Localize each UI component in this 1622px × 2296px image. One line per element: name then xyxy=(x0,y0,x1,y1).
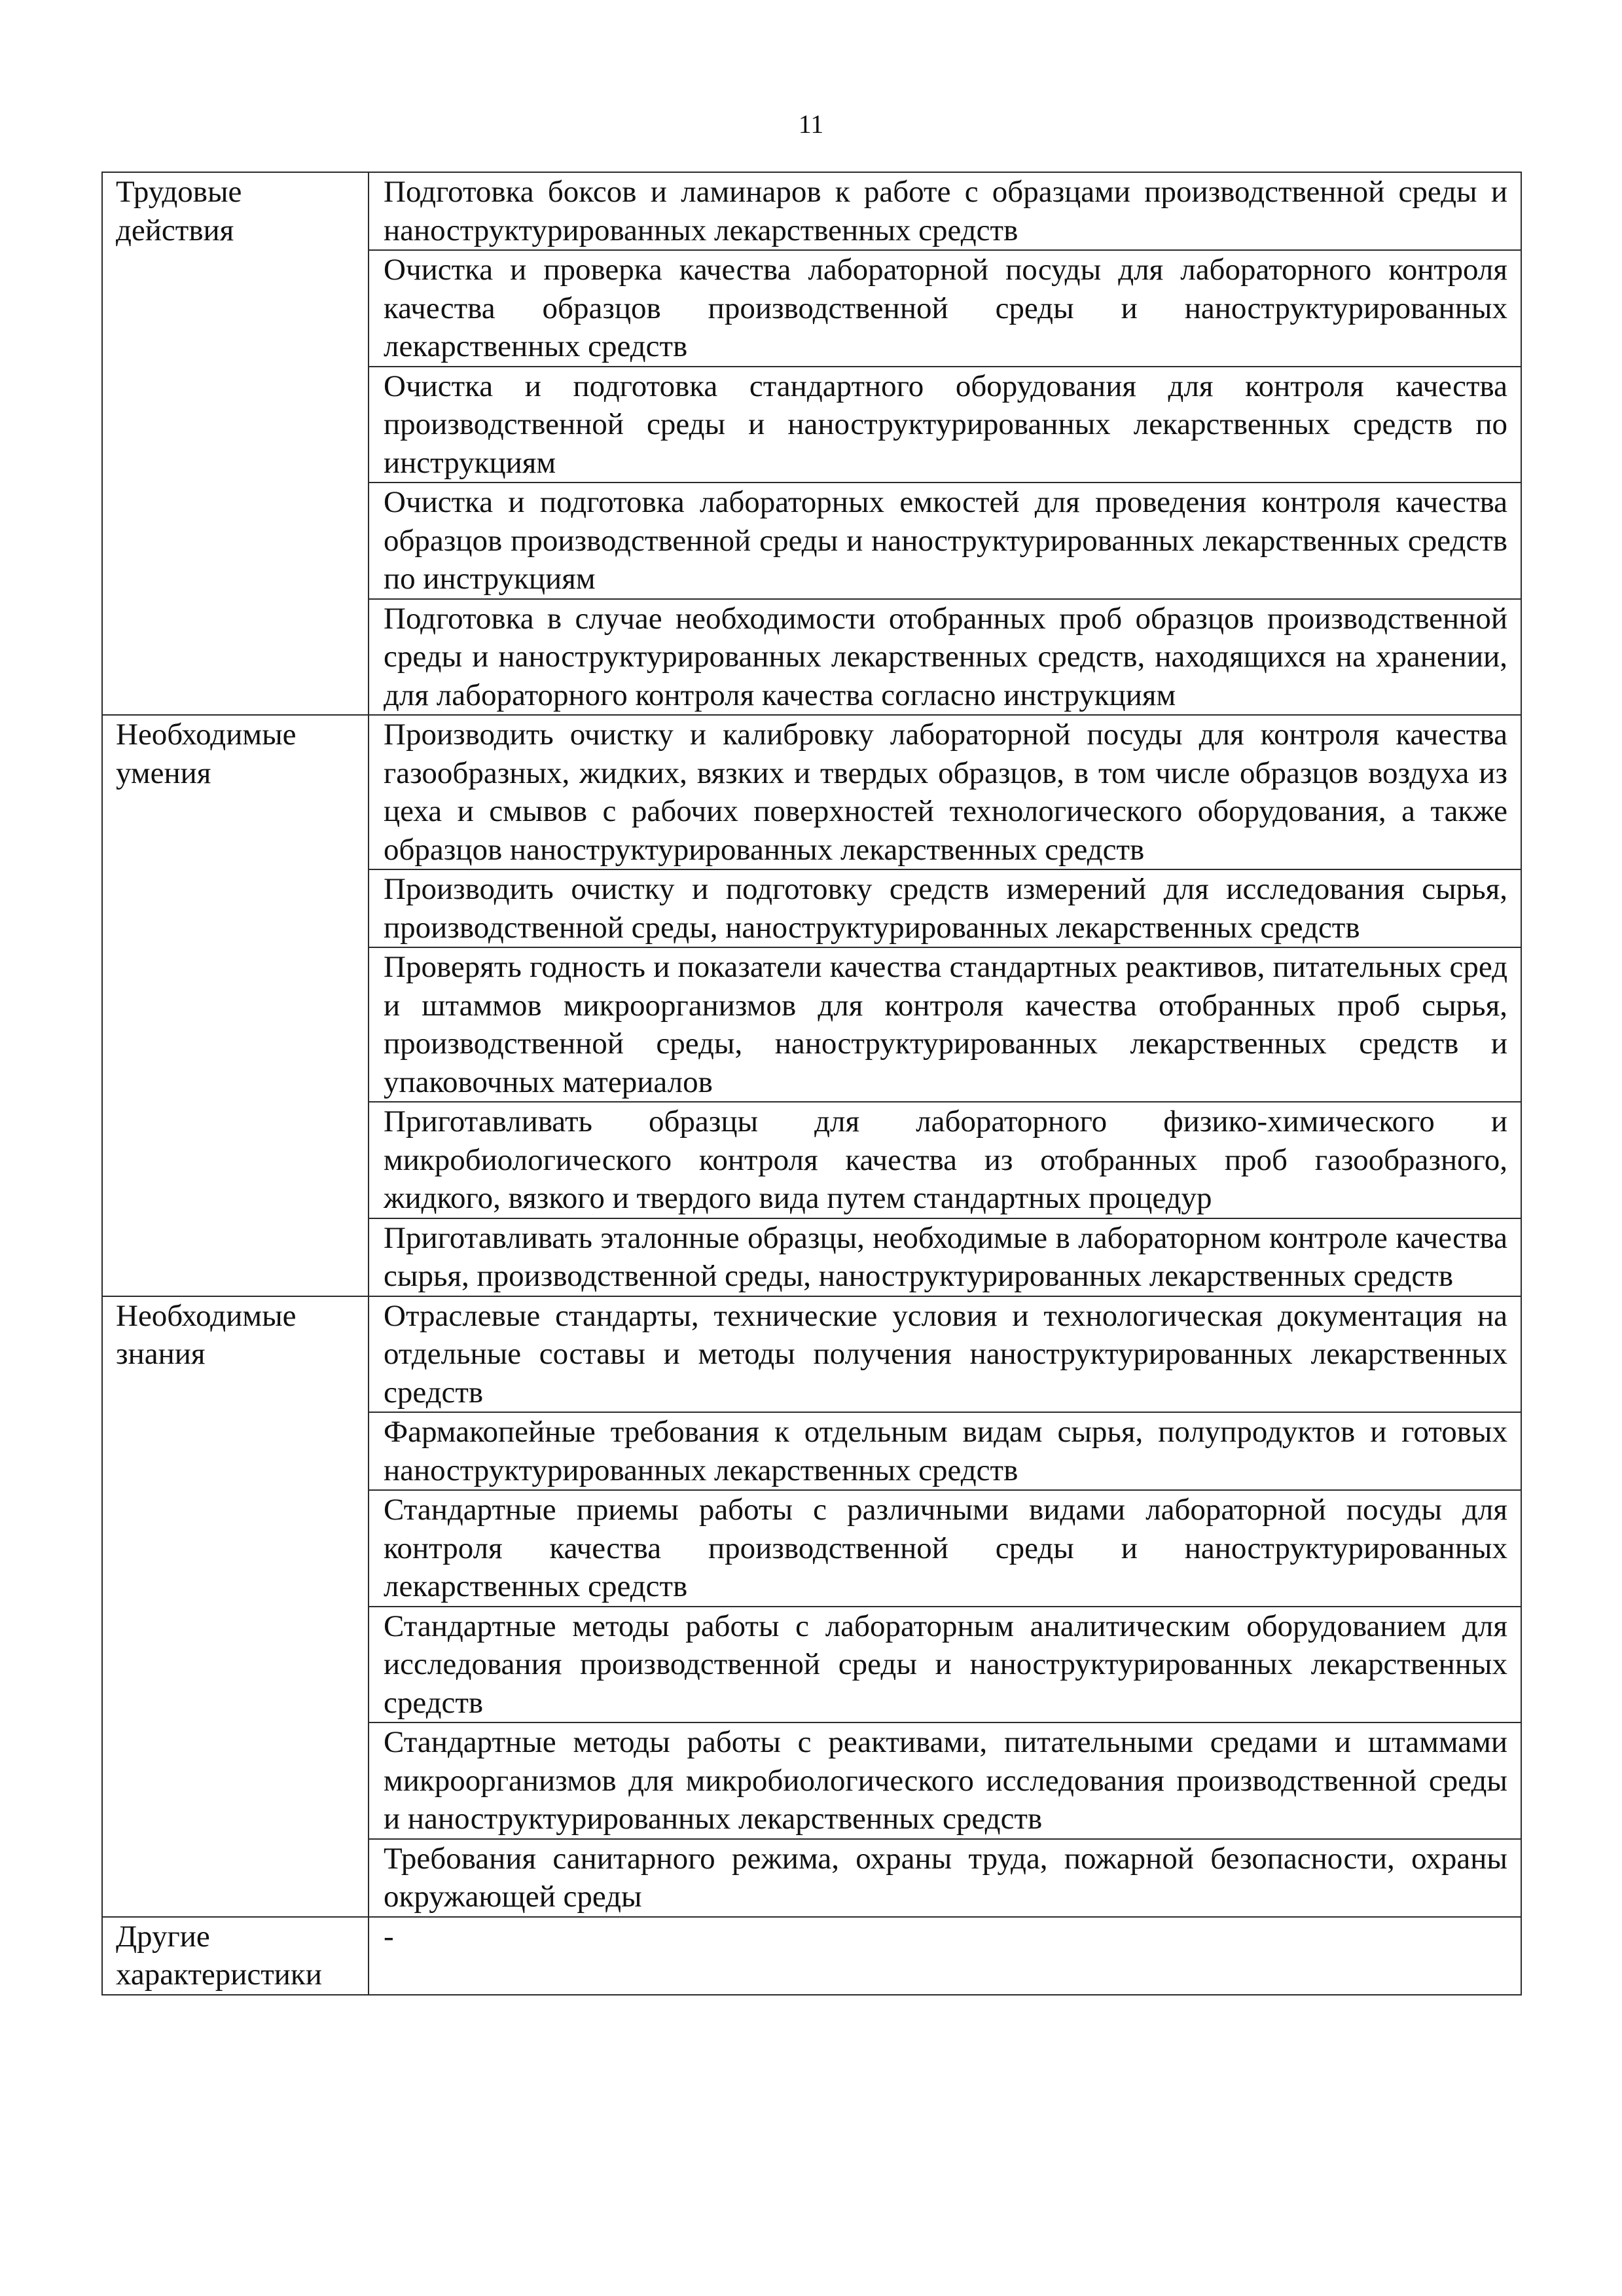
section-item: - xyxy=(369,1917,1521,1995)
table-row xyxy=(102,1917,1521,1995)
section-item: Проверять годность и показатели качества стандартных реактивов, питательных сред и штаммов микроорганизмов для контроля качества отобранных проб сырья, производственной среды, наноструктурированных лекарственных средств и упаковочных материалов xyxy=(369,947,1521,1102)
section-item: Производить очистку и калибровку лабораторной посуды для контроля качества газообразных, жидких, вязких и твердых образцов, в том числе образцов воздуха из цеха и смывов с рабочих поверхностей технологического оборудования, а также образцов наноструктурированных лекарственных средств xyxy=(369,715,1521,869)
section-item: Стандартные методы работы с реактивами, питательными средами и штаммами микроорганизмов для микробиологического исследования производственной среды и наноструктурированных лекарственных средств xyxy=(369,1722,1521,1839)
page-number: 11 xyxy=(798,109,824,139)
section-item: Очистка и проверка качества лабораторной посуды для лабораторного контроля качества образцов производственной среды и наноструктурированных лекарственных средств xyxy=(369,250,1521,367)
table-row xyxy=(102,172,1521,250)
table-row xyxy=(102,1296,1521,1413)
section-item: Приготавливать эталонные образцы, необходимые в лабораторном контроле качества сырья, производственной среды, наноструктурированных лекарственных средств xyxy=(369,1218,1521,1296)
section-label-labor-actions: Трудовые действия xyxy=(102,172,369,715)
table-row xyxy=(102,715,1521,869)
section-item: Подготовка в случае необходимости отобранных проб образцов производственной среды и наноструктурированных лекарственных средств, находящихся на хранении, для лабораторного контроля качества согласно инструкциям xyxy=(369,599,1521,716)
section-item: Подготовка боксов и ламинаров к работе с образцами производственной среды и наноструктурированных лекарственных средств xyxy=(369,172,1521,250)
section-item: Отраслевые стандарты, технические условия и технологическая документация на отдельные составы и методы получения наноструктурированных лекарственных средств xyxy=(369,1296,1521,1413)
section-label-other-characteristics: Другие характеристики xyxy=(102,1917,369,1995)
section-item: Приготавливать образцы для лабораторного физико-химического и микробиологического контроля качества из отобранных проб газообразного, жидкого, вязкого и твердого вида путем стандартных процедур xyxy=(369,1102,1521,1218)
table-body xyxy=(102,172,1521,1995)
section-label-required-knowledge: Необходимые знания xyxy=(102,1296,369,1917)
section-item: Стандартные методы работы с лабораторным аналитическим оборудованием для исследования производственной среды и наноструктурированных лекарственных средств xyxy=(369,1607,1521,1723)
section-item: Стандартные приемы работы с различными видами лабораторной посуды для контроля качества производственной среды и наноструктурированных лекарственных средств xyxy=(369,1490,1521,1607)
section-label-required-skills: Необходимые умения xyxy=(102,715,369,1296)
section-item: Очистка и подготовка стандартного оборудования для контроля качества производственной среды и наноструктурированных лекарственных средств по инструкциям xyxy=(369,367,1521,483)
section-item: Очистка и подготовка лабораторных емкостей для проведения контроля качества образцов производственной среды и наноструктурированных лекарственных средств по инструкциям xyxy=(369,483,1521,599)
qualification-table xyxy=(101,172,1522,1995)
section-item: Требования санитарного режима, охраны труда, пожарной безопасности, охраны окружающей среды xyxy=(369,1839,1521,1917)
section-item: Производить очистку и подготовку средств измерений для исследования сырья, производственной среды, наноструктурированных лекарственных средств xyxy=(369,869,1521,947)
section-item: Фармакопейные требования к отдельным видам сырья, полупродуктов и готовых наноструктурированных лекарственных средств xyxy=(369,1412,1521,1490)
